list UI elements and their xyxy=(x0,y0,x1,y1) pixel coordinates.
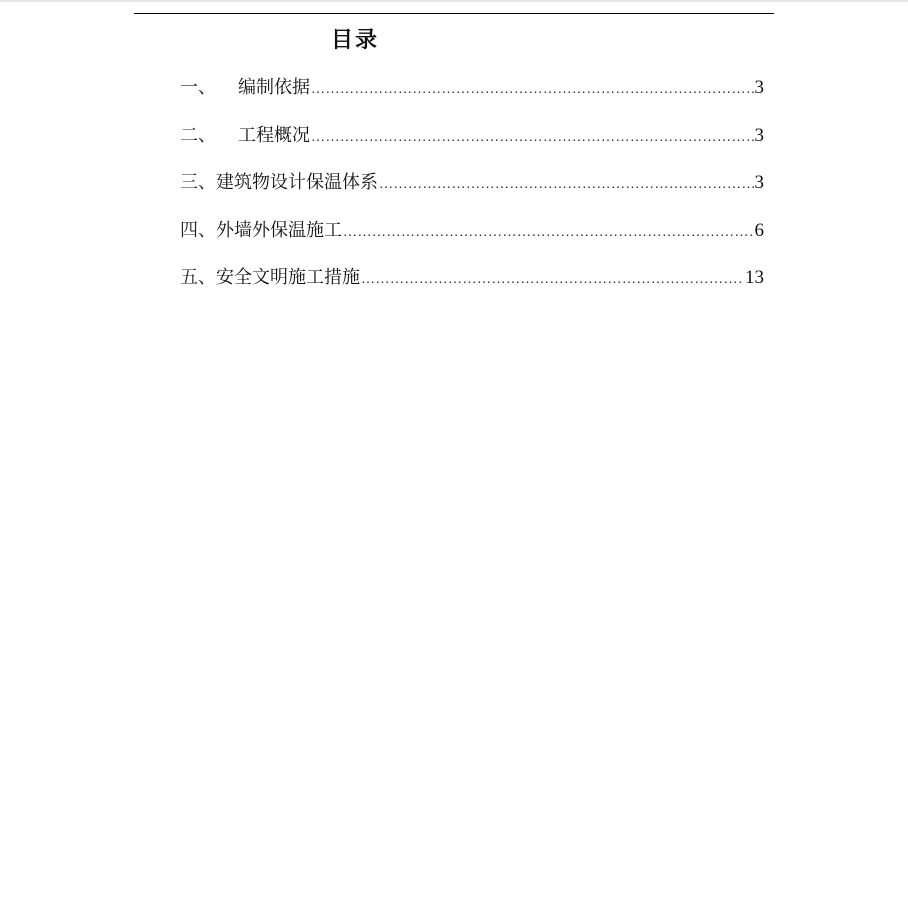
toc-entry-number: 三、 xyxy=(180,172,216,193)
toc-entry-page: 3 xyxy=(754,77,764,98)
toc-entry-basis[interactable] xyxy=(180,74,764,122)
toc-entry-title: 安全文明施工措施 xyxy=(216,267,360,288)
toc-dot-leader xyxy=(361,266,744,294)
toc-entry-number: 一、 xyxy=(180,77,216,98)
table-of-contents xyxy=(180,74,764,312)
toc-entry-overview[interactable] xyxy=(180,122,764,170)
toc-dot-leader xyxy=(311,76,754,104)
toc-entry-safety[interactable] xyxy=(180,264,764,312)
toc-entry-page: 3 xyxy=(754,172,764,193)
toc-entry-page: 13 xyxy=(745,267,764,288)
toc-entry-title: 编制依据 xyxy=(238,77,310,98)
toc-dot-leader xyxy=(379,171,754,199)
toc-dot-leader xyxy=(311,124,754,152)
toc-entry-page: 6 xyxy=(754,219,764,241)
page-top-edge xyxy=(0,0,908,2)
toc-entry-page: 3 xyxy=(754,124,764,146)
toc-entry-title: 工程概况 xyxy=(238,124,310,146)
toc-entry-number: 四、 xyxy=(180,219,216,241)
toc-title: 目录 xyxy=(330,28,379,53)
toc-entry-insulation-system[interactable] xyxy=(180,169,764,217)
toc-entry-title: 外墙外保温施工 xyxy=(216,219,342,241)
toc-dot-leader xyxy=(343,219,754,247)
toc-entry-title: 建筑物设计保温体系 xyxy=(216,172,378,193)
toc-entry-number: 二、 xyxy=(180,124,216,146)
toc-entry-exterior-wall[interactable] xyxy=(180,217,764,265)
header-rule xyxy=(134,13,774,14)
toc-entry-number: 五、 xyxy=(180,267,216,288)
